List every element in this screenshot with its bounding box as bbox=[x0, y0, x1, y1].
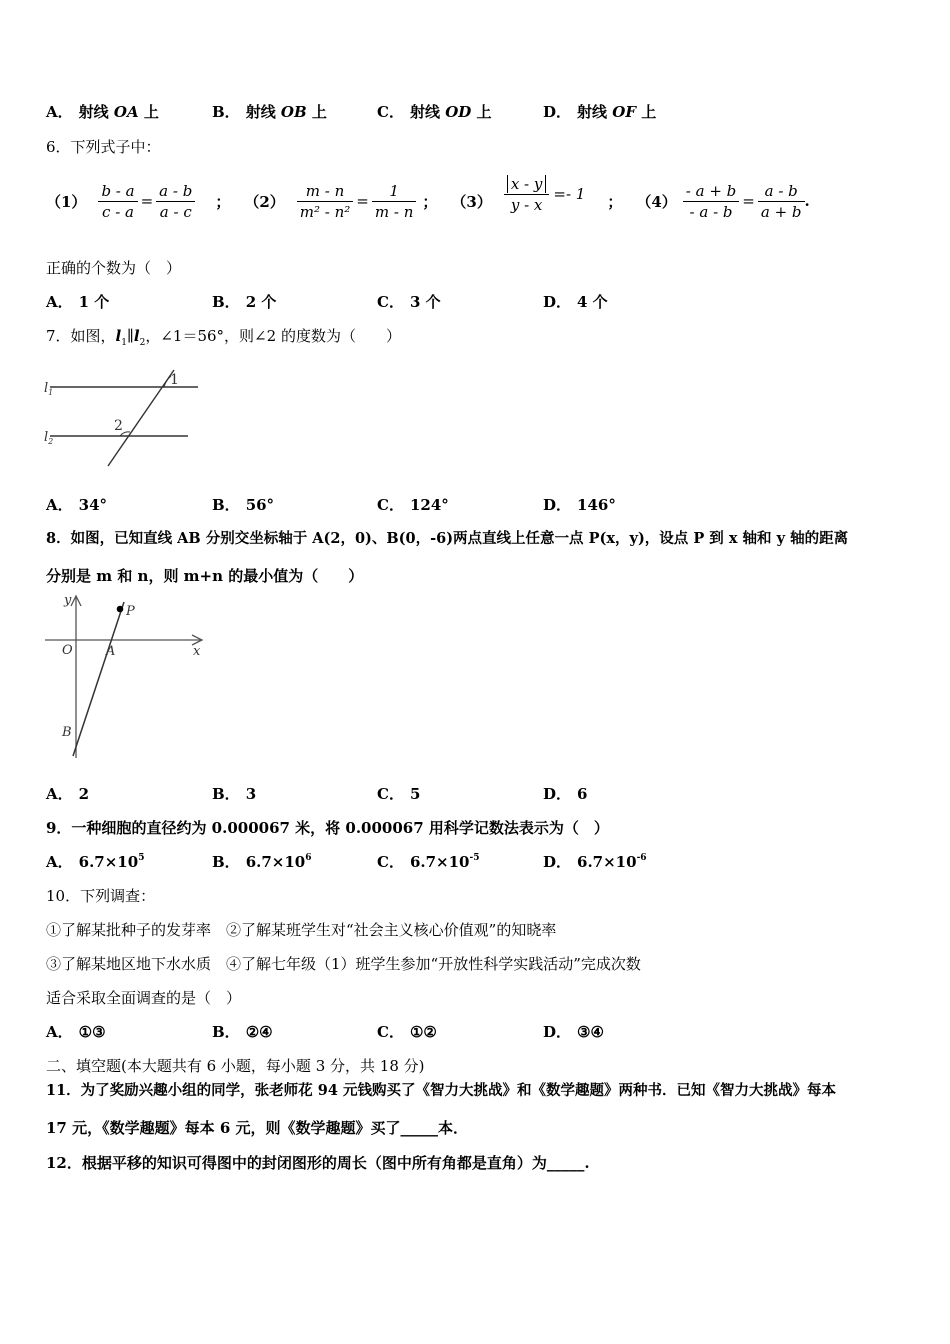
q11-line2: 17 元，《数学趣题》每本 6 元，则《数学趣题》买了_____本． bbox=[46, 1119, 468, 1137]
q7-figure bbox=[40, 362, 210, 472]
q8-option-c[interactable]: C． 5 bbox=[377, 785, 421, 803]
q7-option-b[interactable]: B． 56° bbox=[212, 496, 275, 514]
q5-option-c[interactable]: C． 射线 OD 上 bbox=[377, 103, 492, 121]
q5-option-d[interactable]: D． 射线 OF 上 bbox=[543, 103, 657, 121]
label-a: A bbox=[106, 644, 116, 659]
q8-option-a[interactable]: A． 2 bbox=[46, 785, 90, 803]
q10-question: 适合采取全面调查的是（ ） bbox=[46, 989, 242, 1007]
q5-option-a[interactable]: A． 射线 OA 上 bbox=[46, 103, 159, 121]
q10-option-d[interactable]: D． ③④ bbox=[543, 1023, 604, 1041]
label-angle1: 1 bbox=[170, 372, 179, 388]
label-angle2: 2 bbox=[114, 418, 123, 434]
q7-option-c[interactable]: C． 124° bbox=[377, 496, 449, 514]
q9-stem: 9．一种细胞的直径约为 0.000067 米，将 0.000067 用科学记数法表示为（ ） bbox=[46, 819, 609, 837]
q6-question: 正确的个数为（ ） bbox=[46, 259, 182, 277]
q10-line2: ③了解某地区地下水水质 ④了解七年级（1）班学生参加“开放性科学实践活动”完成次数 bbox=[46, 955, 641, 973]
q8-stem-line2: 分别是 m 和 n，则 m+n 的最小值为（ ） bbox=[46, 567, 364, 585]
q8-stem-line1: 8．如图，已知直线 AB 分别交坐标轴于 A(2，0)、B(0，-6)两点直线上任意一点 P(x，y)，设点 P 到 x 轴和 y 轴的距离 bbox=[46, 530, 849, 547]
label-y: y bbox=[64, 593, 72, 608]
q6-stem: 6．下列式子中： bbox=[46, 138, 161, 156]
section-heading: 二、填空题(本大题共有 6 小题，每小题 3 分，共 18 分) bbox=[46, 1057, 425, 1075]
q6-option-b[interactable]: B． 2 个 bbox=[212, 293, 277, 311]
line-ab bbox=[73, 602, 124, 756]
q6-option-c[interactable]: C． 3 个 bbox=[377, 293, 441, 311]
q10-stem: 10．下列调查： bbox=[46, 887, 156, 905]
label-l2: $l_2$ bbox=[44, 430, 54, 446]
q10-option-a[interactable]: A． ①③ bbox=[46, 1023, 106, 1041]
q9-option-b[interactable]: B． $6.7\times 10^6$ bbox=[212, 853, 312, 871]
q7-stem: 7．如图，$l_1\parallel l_2$，∠1＝56°，则∠2 的度数为（ ） bbox=[46, 327, 401, 348]
q6-option-d[interactable]: D． 4 个 bbox=[543, 293, 608, 311]
label-o: O bbox=[62, 643, 73, 658]
point-p bbox=[117, 606, 124, 613]
q9-option-d[interactable]: D． $6.7\times 10^{-6}$ bbox=[543, 853, 647, 871]
q10-option-c[interactable]: C． ①② bbox=[377, 1023, 437, 1041]
label-p: P bbox=[126, 604, 135, 619]
q7-option-a[interactable]: A． 34° bbox=[46, 496, 108, 514]
q9-option-c[interactable]: C． $6.7\times 10^{-5}$ bbox=[377, 853, 480, 871]
q6-expr-3: （3） $\frac{x - y}{y - x}$ =- 1 bbox=[451, 174, 586, 214]
q5-option-b[interactable]: B． 射线 OB 上 bbox=[212, 103, 327, 121]
label-x: x bbox=[193, 644, 201, 659]
q6-expr-2: （2） $\frac{m - n}{\text{m² - n²}}$ = $\frac{1}{m - n}$ bbox=[244, 181, 416, 222]
label-b: B bbox=[62, 725, 72, 740]
q6-option-a[interactable]: A． 1 个 bbox=[46, 293, 110, 311]
q6-expr-4: （4） $\frac{- a + b}{- a - b}$ = $\frac{a - b}{a + b}$ . bbox=[636, 181, 810, 221]
q10-option-b[interactable]: B． ②④ bbox=[212, 1023, 273, 1041]
q6-expr-1: （1） $\frac{b - a}{c - a}$ = $\frac{a - b}{a - c}$ bbox=[46, 181, 195, 222]
label-l1: $l_1$ bbox=[44, 381, 54, 397]
q8-option-d[interactable]: D． 6 bbox=[543, 785, 588, 803]
q9-option-a[interactable]: A． $6.7\times 10^5$ bbox=[46, 853, 145, 871]
q7-option-d[interactable]: D． 146° bbox=[543, 496, 616, 514]
q12-line1: 12．根据平移的知识可得图中的封闭图形的周长（图中所有角都是直角）为_____. bbox=[46, 1154, 590, 1172]
q11-line1: 11．为了奖励兴趣小组的同学，张老师花 94 元钱购买了《智力大挑战》和《数学趣题》两种书．已知《智力大挑战》每本 bbox=[46, 1082, 836, 1099]
q8-option-b[interactable]: B． 3 bbox=[212, 785, 257, 803]
q10-line1: ①了解某批种子的发芽率 ②了解某班学生对“社会主义核心价值观”的知晓率 bbox=[46, 921, 557, 939]
q8-figure bbox=[40, 588, 215, 766]
q6-expressions: （1） $\frac{b - a}{c - a}$ = $\frac{a - b}{a - c}$ ； （2） $\frac{m - n}{\text{m² - n²}}$ = $\frac{1}{m - n}$ ； （3） $\frac{x - y}{y - x}$ =- 1 ； （4） $\frac{- a + b}{- a - b}$ = $\frac{a - b}{a + b}$ . bbox=[46, 174, 810, 221]
